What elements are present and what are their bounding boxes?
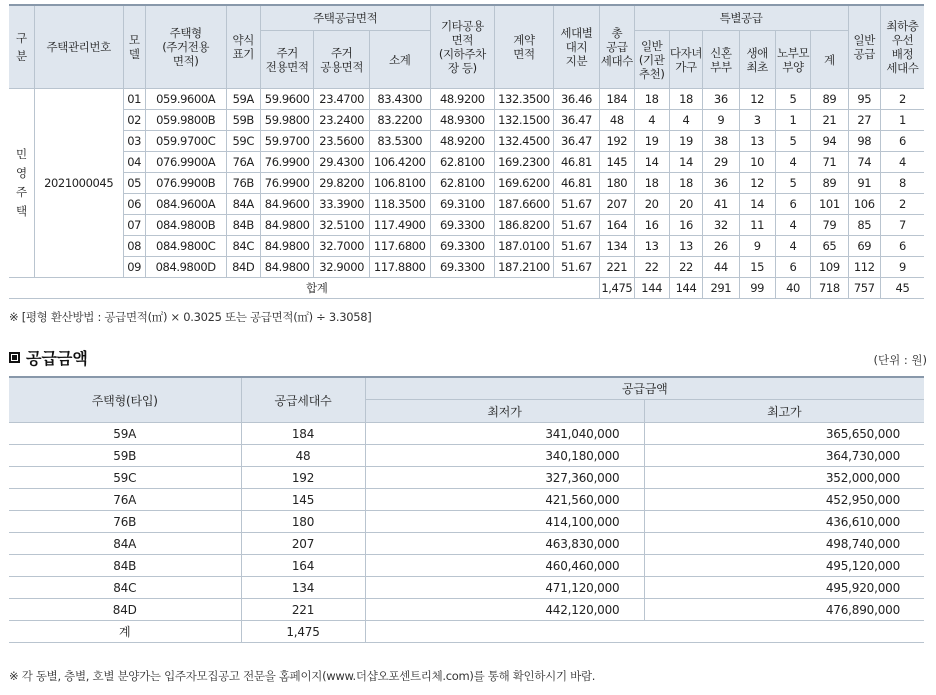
- type-cell: 76A: [9, 489, 241, 511]
- lowest-floor-cell: 4: [880, 152, 924, 173]
- count-cell: 180: [241, 511, 365, 533]
- lowest-floor-cell: 7: [880, 215, 924, 236]
- land-share-cell: 51.67: [553, 236, 599, 257]
- other-common-cell: 48.9300: [430, 110, 495, 131]
- abbr-cell: 59A: [226, 89, 260, 110]
- sum-empty-cell: [365, 621, 924, 643]
- other-common-cell: 69.3300: [430, 236, 495, 257]
- sp-first-cell: 13: [739, 131, 775, 152]
- contract-area-cell: 169.2300: [495, 152, 554, 173]
- house-type-cell: 059.9700C: [145, 131, 226, 152]
- land-share-cell: 36.47: [553, 131, 599, 152]
- contract-area-cell: 169.6200: [495, 173, 554, 194]
- sp-first-cell: 3: [739, 110, 775, 131]
- sp-first-cell: 15: [739, 257, 775, 278]
- unit-label: (단위 : 원): [873, 353, 927, 367]
- min-price-cell: 414,100,000: [365, 511, 644, 533]
- type-cell: 84D: [9, 599, 241, 621]
- type-cell: 84A: [9, 533, 241, 555]
- house-type-cell: 059.9800B: [145, 110, 226, 131]
- land-share-cell: 36.47: [553, 110, 599, 131]
- sp-first-cell: 14: [739, 194, 775, 215]
- excl-area-cell: 76.9900: [260, 173, 314, 194]
- common-area-cell: 32.9000: [314, 257, 370, 278]
- land-share-cell: 51.67: [553, 215, 599, 236]
- sp-elderly-cell: 5: [775, 131, 810, 152]
- subtotal-cell: 83.5300: [369, 131, 430, 152]
- max-price-cell: 364,730,000: [644, 445, 924, 467]
- house-type-cell: 076.9900A: [145, 152, 226, 173]
- sp-first-cell: 9: [739, 236, 775, 257]
- sp-sum-cell: 21: [811, 110, 848, 131]
- sp-elderly-cell: 6: [775, 257, 810, 278]
- contract-area-cell: 187.0100: [495, 236, 554, 257]
- header-gubun: 구 분: [9, 5, 34, 89]
- table-row: [9, 215, 924, 236]
- general-supply-cell: 74: [848, 152, 880, 173]
- header-subtotal: 소계: [369, 31, 430, 89]
- sp-sum-cell: 71: [811, 152, 848, 173]
- other-common-cell: 48.9200: [430, 89, 495, 110]
- model-cell: 06: [123, 194, 145, 215]
- section-title: [9, 346, 88, 369]
- sp-newlywed-cell: 26: [703, 236, 739, 257]
- sp-general-cell: 20: [634, 194, 669, 215]
- count-cell: 48: [241, 445, 365, 467]
- sp-newlywed-cell: 9: [703, 110, 739, 131]
- sum-value-cell: 1,475: [600, 278, 634, 299]
- min-price-cell: 442,120,000: [365, 599, 644, 621]
- header-mgmt-no: 주택관리번호: [34, 5, 123, 89]
- sp-elderly-cell: 5: [775, 173, 810, 194]
- subtotal-cell: 117.4900: [369, 215, 430, 236]
- excl-area-cell: 59.9600: [260, 89, 314, 110]
- sp-newlywed-cell: 32: [703, 215, 739, 236]
- subtotal-cell: 106.8100: [369, 173, 430, 194]
- type-cell: 84B: [9, 555, 241, 577]
- header-house-type: 주택형 (주거전용 면적): [145, 5, 226, 89]
- lowest-floor-cell: 6: [880, 131, 924, 152]
- sp-general-cell: 22: [634, 257, 669, 278]
- count-cell: 134: [241, 577, 365, 599]
- land-share-cell: 46.81: [553, 173, 599, 194]
- model-cell: 05: [123, 173, 145, 194]
- lowest-floor-cell: 6: [880, 236, 924, 257]
- sp-sum-cell: 65: [811, 236, 848, 257]
- model-cell: 07: [123, 215, 145, 236]
- type-cell: 76B: [9, 511, 241, 533]
- subtotal-cell: 117.8800: [369, 257, 430, 278]
- table-row: [9, 110, 924, 131]
- max-price-cell: 365,650,000: [644, 423, 924, 445]
- contract-area-cell: 132.3500: [495, 89, 554, 110]
- subtotal-cell: 83.4300: [369, 89, 430, 110]
- table-row: [9, 236, 924, 257]
- contract-area-cell: 132.4500: [495, 131, 554, 152]
- sum-value-cell: 40: [775, 278, 810, 299]
- total-supply-cell: 48: [600, 110, 634, 131]
- sp-newlywed-cell: 36: [703, 89, 739, 110]
- sp-multi-cell: 13: [669, 236, 702, 257]
- header-count: 공급세대수: [241, 377, 365, 423]
- header-type: 주택형(타입): [9, 377, 241, 423]
- sp-newlywed-cell: 36: [703, 173, 739, 194]
- land-share-cell: 51.67: [553, 194, 599, 215]
- total-supply-cell: 221: [600, 257, 634, 278]
- type-cell: 84C: [9, 577, 241, 599]
- sum-row: [9, 621, 924, 643]
- sp-sum-cell: 109: [811, 257, 848, 278]
- sp-multi-cell: 22: [669, 257, 702, 278]
- header-total-supply: 총 공급 세대수: [600, 5, 634, 89]
- other-common-cell: 62.8100: [430, 173, 495, 194]
- header-sp-multi: 다자녀 가구: [669, 31, 702, 89]
- sum-value-cell: 291: [703, 278, 739, 299]
- header-abbr: 약식 표기: [226, 5, 260, 89]
- sp-first-cell: 10: [739, 152, 775, 173]
- sum-row: [9, 278, 924, 299]
- table-row: [9, 599, 924, 621]
- max-price-cell: 452,950,000: [644, 489, 924, 511]
- header-contract-area: 계약 면적: [495, 5, 554, 89]
- model-cell: 01: [123, 89, 145, 110]
- count-cell: 184: [241, 423, 365, 445]
- general-supply-cell: 69: [848, 236, 880, 257]
- abbr-cell: 84C: [226, 236, 260, 257]
- sp-elderly-cell: 4: [775, 215, 810, 236]
- lowest-floor-cell: 1: [880, 110, 924, 131]
- abbr-cell: 84A: [226, 194, 260, 215]
- section-title-text: 공급금액: [26, 349, 88, 368]
- sp-first-cell: 12: [739, 173, 775, 194]
- model-cell: 03: [123, 131, 145, 152]
- sp-elderly-cell: 1: [775, 110, 810, 131]
- header-sp-elderly: 노부모 부양: [775, 31, 810, 89]
- table-row: [9, 489, 924, 511]
- excl-area-cell: 84.9800: [260, 215, 314, 236]
- count-cell: 192: [241, 467, 365, 489]
- sp-multi-cell: 14: [669, 152, 702, 173]
- sp-general-cell: 19: [634, 131, 669, 152]
- subtotal-cell: 106.4200: [369, 152, 430, 173]
- header-other-common: 기타공용 면적 (지하주차 장 등): [430, 5, 495, 89]
- house-type-cell: 084.9800C: [145, 236, 226, 257]
- max-price-cell: 352,000,000: [644, 467, 924, 489]
- sp-multi-cell: 20: [669, 194, 702, 215]
- abbr-cell: 59B: [226, 110, 260, 131]
- contract-area-cell: 187.2100: [495, 257, 554, 278]
- table-row: [9, 467, 924, 489]
- total-supply-cell: 180: [600, 173, 634, 194]
- header-special-supply: 특별공급: [634, 5, 848, 31]
- min-price-cell: 460,460,000: [365, 555, 644, 577]
- general-supply-cell: 95: [848, 89, 880, 110]
- max-price-cell: 495,120,000: [644, 555, 924, 577]
- common-area-cell: 32.5100: [314, 215, 370, 236]
- type-cell: 59C: [9, 467, 241, 489]
- total-supply-cell: 145: [600, 152, 634, 173]
- other-common-cell: 69.3300: [430, 257, 495, 278]
- excl-area-cell: 76.9900: [260, 152, 314, 173]
- abbr-cell: 76A: [226, 152, 260, 173]
- sp-first-cell: 12: [739, 89, 775, 110]
- table-row: [9, 533, 924, 555]
- header-price: 공급금액: [365, 377, 924, 400]
- type-cell: 59B: [9, 445, 241, 467]
- header-max-price: 최고가: [644, 400, 924, 423]
- subtotal-cell: 118.3500: [369, 194, 430, 215]
- header-min-price: 최저가: [365, 400, 644, 423]
- sp-newlywed-cell: 41: [703, 194, 739, 215]
- sp-multi-cell: 4: [669, 110, 702, 131]
- contract-area-cell: 187.6600: [495, 194, 554, 215]
- subtotal-cell: 117.6800: [369, 236, 430, 257]
- excl-area-cell: 59.9700: [260, 131, 314, 152]
- min-price-cell: 463,830,000: [365, 533, 644, 555]
- table-row: [9, 152, 924, 173]
- header-sp-sum: 계: [811, 31, 848, 89]
- sp-general-cell: 4: [634, 110, 669, 131]
- model-cell: 02: [123, 110, 145, 131]
- house-type-cell: 084.9600A: [145, 194, 226, 215]
- count-cell: 145: [241, 489, 365, 511]
- table-row: [9, 173, 924, 194]
- header-lowest-floor: 최하층 우선 배정 세대수: [880, 5, 924, 89]
- abbr-cell: 84B: [226, 215, 260, 236]
- sp-general-cell: 16: [634, 215, 669, 236]
- count-cell: 207: [241, 533, 365, 555]
- area-conversion-note: ※ [평형 환산방법 : 공급면적(㎡) × 0.3025 또는 공급면적(㎡) ÷ 3.3058]: [9, 310, 372, 324]
- table-row: [9, 194, 924, 215]
- common-area-cell: 23.5600: [314, 131, 370, 152]
- common-area-cell: 32.7000: [314, 236, 370, 257]
- model-cell: 04: [123, 152, 145, 173]
- sp-sum-cell: 79: [811, 215, 848, 236]
- sp-general-cell: 18: [634, 89, 669, 110]
- land-share-cell: 51.67: [553, 257, 599, 278]
- max-price-cell: 476,890,000: [644, 599, 924, 621]
- sp-general-cell: 14: [634, 152, 669, 173]
- common-area-cell: 29.8200: [314, 173, 370, 194]
- model-cell: 09: [123, 257, 145, 278]
- header-supply-area: 주택공급면적: [260, 5, 430, 31]
- table-row: [9, 445, 924, 467]
- supply-price-table: [9, 376, 924, 643]
- sp-multi-cell: 19: [669, 131, 702, 152]
- sp-multi-cell: 16: [669, 215, 702, 236]
- type-cell: 59A: [9, 423, 241, 445]
- header-common-area: 주거 공용면적: [314, 31, 370, 89]
- header-sp-newlywed: 신혼 부부: [703, 31, 739, 89]
- common-area-cell: 23.2400: [314, 110, 370, 131]
- house-type-cell: 084.9800D: [145, 257, 226, 278]
- header-excl-area: 주거 전용면적: [260, 31, 314, 89]
- sp-newlywed-cell: 44: [703, 257, 739, 278]
- sum-value-cell: 45: [880, 278, 924, 299]
- other-common-cell: 62.8100: [430, 152, 495, 173]
- common-area-cell: 23.4700: [314, 89, 370, 110]
- table-row: [9, 89, 924, 110]
- general-supply-cell: 112: [848, 257, 880, 278]
- sp-sum-cell: 94: [811, 131, 848, 152]
- excl-area-cell: 59.9800: [260, 110, 314, 131]
- max-price-cell: 498,740,000: [644, 533, 924, 555]
- header-sp-first: 생애 최초: [739, 31, 775, 89]
- model-cell: 08: [123, 236, 145, 257]
- min-price-cell: 471,120,000: [365, 577, 644, 599]
- sum-value-cell: 99: [739, 278, 775, 299]
- sp-elderly-cell: 6: [775, 194, 810, 215]
- square-bullet-icon: [9, 352, 20, 363]
- total-supply-cell: 134: [600, 236, 634, 257]
- lowest-floor-cell: 2: [880, 89, 924, 110]
- general-supply-cell: 91: [848, 173, 880, 194]
- total-supply-cell: 207: [600, 194, 634, 215]
- header-land-share: 세대별 대지 지분: [553, 5, 599, 89]
- sum-blank-cell: [9, 278, 34, 299]
- sp-sum-cell: 101: [811, 194, 848, 215]
- land-share-cell: 46.81: [553, 152, 599, 173]
- other-common-cell: 69.3100: [430, 194, 495, 215]
- sp-elderly-cell: 4: [775, 236, 810, 257]
- excl-area-cell: 84.9600: [260, 194, 314, 215]
- abbr-cell: 84D: [226, 257, 260, 278]
- max-price-cell: 495,920,000: [644, 577, 924, 599]
- lowest-floor-cell: 8: [880, 173, 924, 194]
- table-row: [9, 423, 924, 445]
- max-price-cell: 436,610,000: [644, 511, 924, 533]
- header-model: 모 델: [123, 5, 145, 89]
- land-share-cell: 36.46: [553, 89, 599, 110]
- subtotal-cell: 83.2200: [369, 110, 430, 131]
- house-type-cell: 084.9800B: [145, 215, 226, 236]
- contract-area-cell: 186.8200: [495, 215, 554, 236]
- abbr-cell: 59C: [226, 131, 260, 152]
- sp-elderly-cell: 5: [775, 89, 810, 110]
- common-area-cell: 33.3900: [314, 194, 370, 215]
- sp-multi-cell: 18: [669, 173, 702, 194]
- excl-area-cell: 84.9800: [260, 257, 314, 278]
- total-supply-cell: 184: [600, 89, 634, 110]
- sum-count: 1,475: [241, 621, 365, 643]
- sum-value-cell: 144: [634, 278, 669, 299]
- general-supply-cell: 85: [848, 215, 880, 236]
- house-type-cell: 059.9600A: [145, 89, 226, 110]
- general-supply-cell: 106: [848, 194, 880, 215]
- house-type-cell: 076.9900B: [145, 173, 226, 194]
- lowest-floor-cell: 2: [880, 194, 924, 215]
- other-common-cell: 48.9200: [430, 131, 495, 152]
- supply-area-table: [9, 4, 924, 299]
- min-price-cell: 340,180,000: [365, 445, 644, 467]
- sp-general-cell: 13: [634, 236, 669, 257]
- gubun-cell: 민 영 주 택: [9, 89, 34, 278]
- total-supply-cell: 164: [600, 215, 634, 236]
- sp-newlywed-cell: 29: [703, 152, 739, 173]
- sum-label: 합계: [34, 278, 599, 299]
- min-price-cell: 327,360,000: [365, 467, 644, 489]
- sp-multi-cell: 18: [669, 89, 702, 110]
- price-info-note: ※ 각 동별, 층별, 호별 분양가는 입주자모집공고 전문을 홈페이지(www.더샵오포센트리체.com)를 통해 확인하시기 바람.: [9, 669, 596, 683]
- sp-elderly-cell: 4: [775, 152, 810, 173]
- table-row: [9, 511, 924, 533]
- supply-area-table-body: [9, 89, 924, 299]
- sp-general-cell: 18: [634, 173, 669, 194]
- sum-value-cell: 144: [669, 278, 702, 299]
- table-row: [9, 257, 924, 278]
- sp-sum-cell: 89: [811, 89, 848, 110]
- min-price-cell: 421,560,000: [365, 489, 644, 511]
- min-price-cell: 341,040,000: [365, 423, 644, 445]
- common-area-cell: 29.4300: [314, 152, 370, 173]
- contract-area-cell: 132.1500: [495, 110, 554, 131]
- excl-area-cell: 84.9800: [260, 236, 314, 257]
- table-row: [9, 577, 924, 599]
- count-cell: 164: [241, 555, 365, 577]
- lowest-floor-cell: 9: [880, 257, 924, 278]
- supply-price-table-body: [9, 423, 924, 643]
- total-supply-cell: 192: [600, 131, 634, 152]
- header-sp-general: 일반 (기관 추천): [634, 31, 669, 89]
- header-general-supply: 일반 공급: [848, 5, 880, 89]
- table-row: [9, 555, 924, 577]
- sum-value-cell: 757: [848, 278, 880, 299]
- sp-sum-cell: 89: [811, 173, 848, 194]
- sum-label: 계: [9, 621, 241, 643]
- count-cell: 221: [241, 599, 365, 621]
- abbr-cell: 76B: [226, 173, 260, 194]
- mgmt-no-cell: 2021000045: [34, 89, 123, 278]
- general-supply-cell: 27: [848, 110, 880, 131]
- table-row: [9, 131, 924, 152]
- other-common-cell: 69.3300: [430, 215, 495, 236]
- sum-value-cell: 718: [811, 278, 848, 299]
- general-supply-cell: 98: [848, 131, 880, 152]
- sp-first-cell: 11: [739, 215, 775, 236]
- sp-newlywed-cell: 38: [703, 131, 739, 152]
